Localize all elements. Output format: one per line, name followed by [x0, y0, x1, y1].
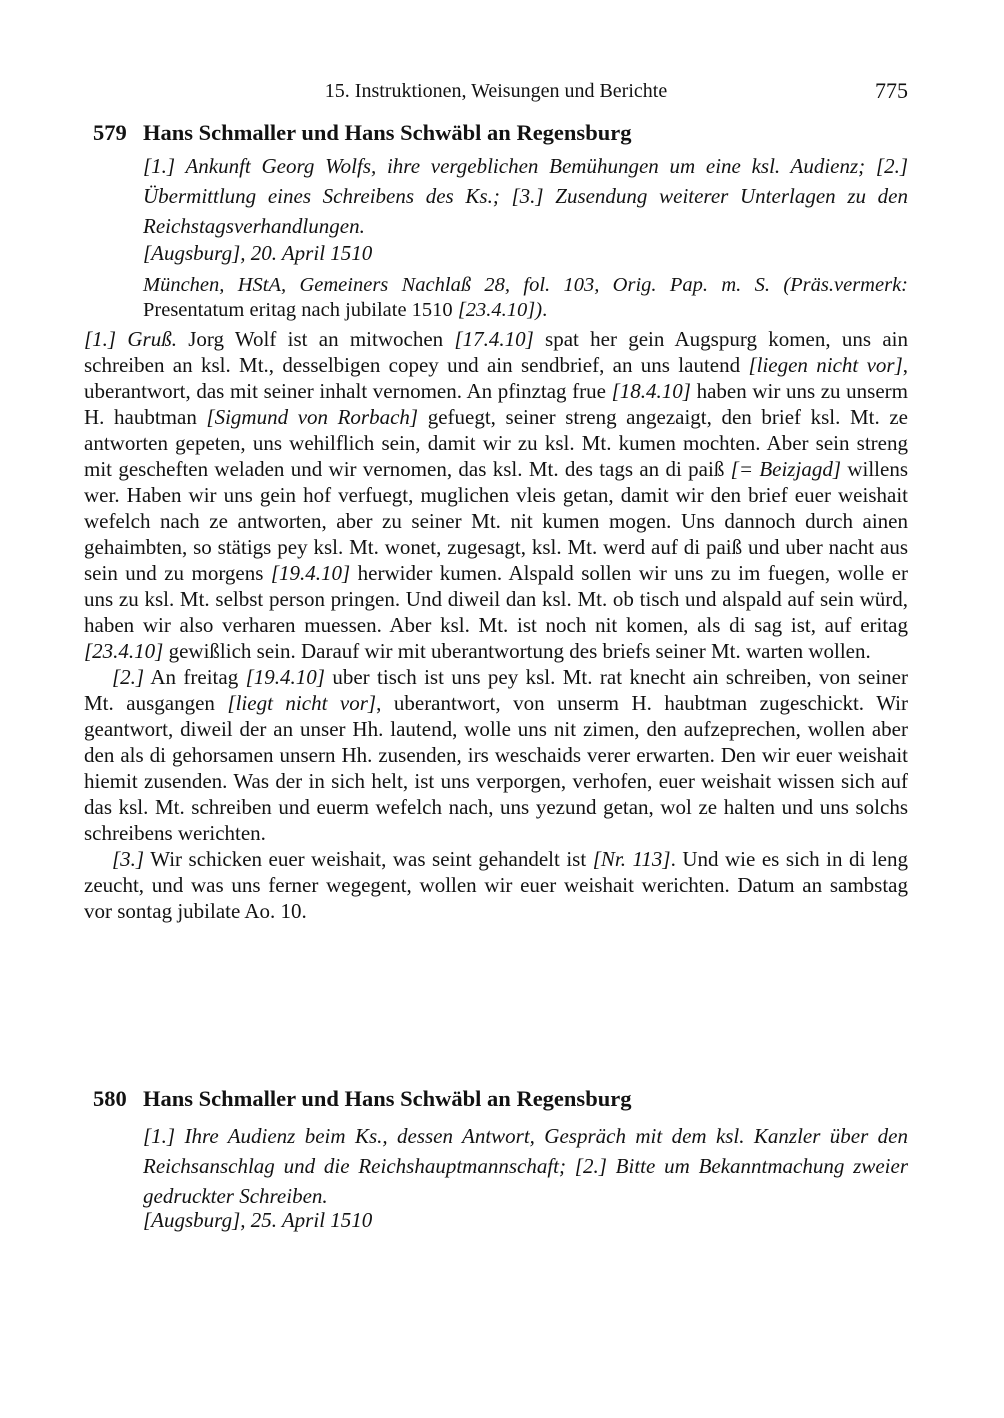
doc-579-summary: [1.] Ankunft Georg Wolfs, ihre vergeblichen Bemühungen um eine ksl. Audienz; [2.] Übermittlung eines Schreibens des Ks.; [3.] Zusendung weiterer Unterlagen zu den Reichstagsverhandlungen. — [143, 154, 908, 238]
doc-580-number: 580 — [93, 1086, 127, 1111]
doc-579-body — [84, 326, 908, 924]
doc-579-number: 579 — [93, 120, 127, 145]
paragraph-1: [1.] Gruß. Jorg Wolf ist an mitwochen [17.4.10] spat her gein Augspurg komen, uns ain schreiben an ksl. Mt., desselbigen copey und ain sendbrief, an uns lautend [liegen nicht vor], uberantwort, das mit seiner inhalt vernomen. An pfinztag frue [18.4.10] haben wir uns zu unserm H. haubtman [Sigmund von Rorbach] gefuegt, seiner streng angezaigt, den brief ksl. Mt. ze antworten gepeten, uns wehilflich sein, damit wir zu ksl. Mt. kumen mochten. Aber sein streng mit gescheften weladen und wir vernomen, das ksl. Mt. des tags an di paiß [= Beizjagd] willens wer. Haben wir uns gein hof verfuegt, muglichen vleis getan, damit wir den brief euer weishait wefelch nach ze antworten, aber zu seiner Mt. nit kumen mogen. Uns dannoch durch ainen gehaimbten, so stätigs pey ksl. Mt. wonet, zugesagt, ksl. Mt. werd auf di paiß und uber nacht aus sein und zu morgens [19.4.10] herwider kumen. Alspald sollen wir uns zu im fuegen, wolle er uns zu ksl. Mt. selbst person pringen. Und diweil dan ksl. Mt. ob tisch und alspald auf sein würd, haben wir also verharen muessen. Aber ksl. Mt. ist noch nit komen, als di sag ist, auf eritag [23.4.10] gewißlich sein. Darauf wir mit uberantwortung des briefs seiner Mt. warten wollen. — [84, 327, 909, 663]
doc-580-title: Hans Schmaller und Hans Schwäbl an Regensburg — [143, 1086, 632, 1111]
doc-579-dateline: [Augsburg], 20. April 1510 — [143, 241, 373, 265]
paragraph-2: [2.] An freitag [19.4.10] uber tisch ist uns pey ksl. Mt. rat knecht ain schreiben, von seiner Mt. ausgangen [liegt nicht vor], uberantwort, von unserm H. haubtman zugeschickt. Wir geantwort, diweil der an unser Hh. lautend, wolle uns nit zimen, den aufzeprechen, wollen aber den als di gehorsamen unsern Hh. zusenden, irs weschaids verer erwarten. Den wir euer weishait hiemit zusenden. Was der in sich helt, ist uns verporgen, verhofen, euer weishait wissen sich auf das ksl. Mt. schreiben und euerm wefelch nach, uns yezund getan, wol ze halten und uns solchs schreibens werichten. — [84, 665, 909, 845]
doc-580-summary: [1.] Ihre Audienz beim Ks., dessen Antwort, Gespräch mit dem ksl. Kanzler über den Reichsanschlag und die Reichshauptmannschaft; [2.] Bitte um Bekanntmachung zweier gedruckter Schreiben. — [143, 1124, 908, 1208]
doc-580-heading — [84, 1085, 908, 1112]
page-number: 775 — [875, 78, 908, 103]
doc-580-dateline: [Augsburg], 25. April 1510 — [143, 1208, 373, 1232]
doc-579-source: München, HStA, Gemeiners Nachlaß 28, fol. 103, Orig. Pap. m. S. (Präs.vermerk: Presentatum eritag nach jubilate 1510 [23.4.10]). — [143, 274, 908, 321]
section-title: 15. Instruktionen, Weisungen und Berichte — [324, 80, 668, 102]
paragraph-3: [3.] Wir schicken euer weishait, was seint gehandelt ist [Nr. 113]. Und wie es sich in di leng zeucht, und was uns ferner wegegent, wollen wir euer weishait werichten. Datum an sambstag vor sontag jubilate Ao. 10. — [84, 847, 908, 923]
doc-579-heading — [84, 119, 908, 146]
running-head — [84, 80, 908, 106]
doc-579-title: Hans Schmaller und Hans Schwäbl an Regensburg — [143, 120, 632, 145]
